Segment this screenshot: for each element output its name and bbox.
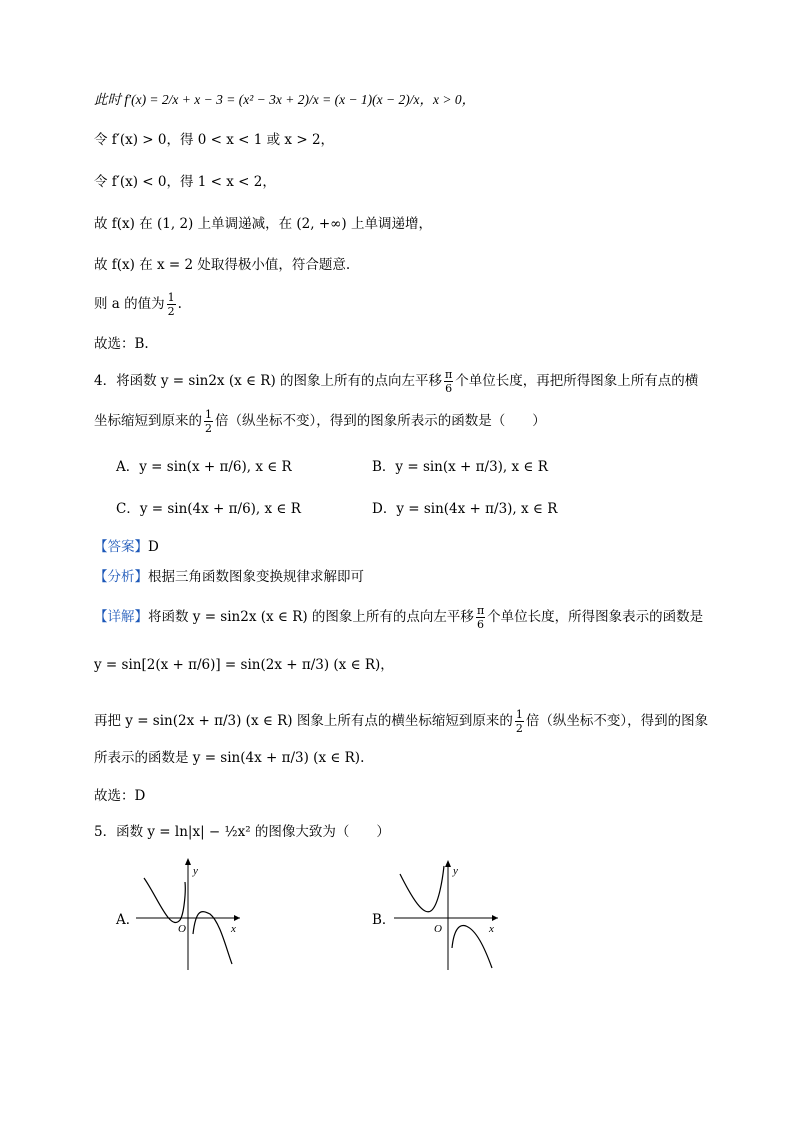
q4-stem-line1: 4．将函数 y = sin2x (x ∈ R) 的图象上所有的点向左平移 $\frac{\pi}{6}$ 个单位长度，再把所得图象上所有点的横 — [94, 368, 699, 395]
q5-a-x-axis-label: x — [231, 923, 236, 935]
q4-choose: 故选：D — [94, 788, 146, 804]
q4-option-b: B．y = sin(x + π/3), x ∈ R — [372, 459, 548, 475]
q4-stem-line2: 坐标缩短到原来的 $\frac{1}{2}$ 倍（纵坐标不变），得到的图象所表示的函数是（ ） — [94, 408, 546, 435]
q5-a-origin-label: O — [178, 923, 186, 935]
extremum-line: 故 f(x) 在 x = 2 处取得极小值，符合题意. — [94, 257, 351, 273]
q4-detail-line4: 所表示的函数是 y = sin(4x + π/3) (x ∈ R). — [94, 750, 365, 766]
increase-condition: 令 f′(x) > 0，得 0 < x < 1 或 x > 2， — [94, 132, 335, 148]
decrease-condition: 令 f′(x) < 0，得 1 < x < 2， — [94, 174, 276, 190]
q4-detail-line1: 【详解】将函数 y = sin2x (x ∈ R) 的图象上所有的点向左平移 $\frac{\pi}{6}$ 个单位长度，所得图象表示的函数是 — [94, 604, 704, 631]
choose-b-line: 故选：B. — [94, 336, 149, 352]
q5-a-y-axis-label: y — [193, 865, 198, 877]
q5-option-b-graph — [394, 858, 504, 972]
q4-answer: 【答案】D — [94, 539, 159, 555]
derivative-line: 此时 f′(x) = 2/x + x − 3 = (x² − 3x + 2)/x = (x − 1)(x − 2)/x，x > 0， — [94, 92, 476, 107]
q5-b-x-axis-label: x — [489, 923, 494, 935]
a-value-line: 则 a 的值为 $\frac{1}{2}$ . — [94, 291, 182, 318]
q5-option-b-label: B． — [372, 912, 396, 928]
q4-detail-line2: y = sin[2(x + π/6)] = sin(2x + π/3) (x ∈ R)， — [94, 657, 394, 673]
q4-detail-line3: 再把 y = sin(2x + π/3) (x ∈ R) 图象上所有点的横坐标缩短到原来的 $\frac{1}{2}$ 倍（纵坐标不变），得到的图象 — [94, 708, 709, 735]
q5-option-a-graph — [136, 856, 246, 970]
q5-b-origin-label: O — [434, 923, 442, 935]
q5-option-a-label: A． — [116, 912, 140, 928]
q5-b-y-axis-label: y — [453, 865, 458, 877]
q4-analysis: 【分析】根据三角函数图象变换规律求解即可 — [94, 569, 364, 585]
q4-option-a: A．y = sin(x + π/6), x ∈ R — [116, 459, 292, 475]
monotonicity-line: 故 f(x) 在 (1, 2) 上单调递减，在 (2, +∞) 上单调递增， — [94, 216, 432, 232]
q5-stem: 5．函数 y = ln|x| − ½x² 的图像大致为（ ） — [94, 824, 390, 840]
q4-option-d: D．y = sin(4x + π/3), x ∈ R — [372, 501, 558, 517]
q4-option-c: C．y = sin(4x + π/6), x ∈ R — [116, 501, 301, 517]
